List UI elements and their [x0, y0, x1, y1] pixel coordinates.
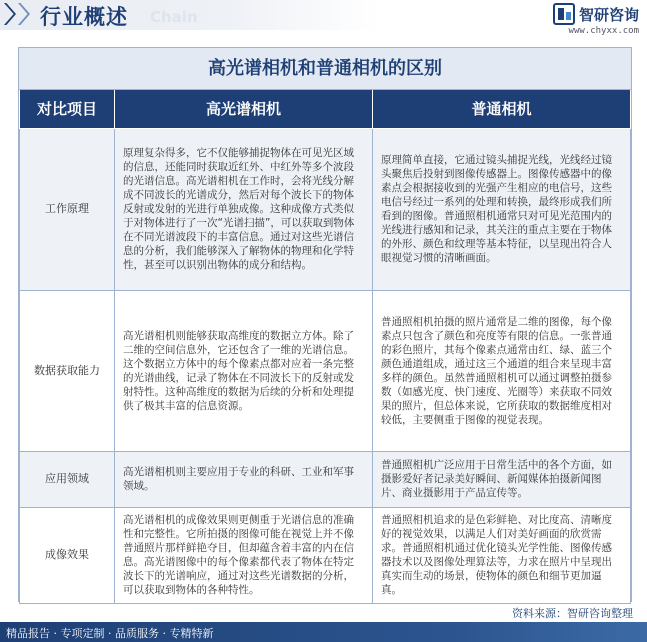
header-watermark: Chain [150, 8, 198, 26]
page-header [0, 0, 647, 36]
source-note: 资料来源：智研咨询整理 [512, 607, 633, 620]
table-title: 高光谱相机和普通相机的区别 [19, 48, 631, 90]
section-title: 行业概述 [40, 5, 128, 29]
footer-slogan: 精品报告 · 专项定制 · 品质服务 · 专精特新 [6, 627, 214, 640]
comparison-table [19, 90, 631, 604]
hyperspectral-cell: 高光谱相机则主要应用于专业的科研、工业和军事领域。 [115, 451, 373, 507]
column-header-hyperspectral: 高光谱相机 [115, 90, 373, 128]
hyperspectral-cell: 高光谱相机的成像效果则更侧重于光谱信息的准确性和完整性。它所拍摄的图像可能在视觉上并不像普通照片那样鲜艳夺目，但却蕴含着丰富的内在信息。高光谱图像中的每个像素都代表了物体在特定波长下的光谱响应，通过对这些光谱数据的分析，可以获取到物体的各种特性。 [115, 507, 373, 603]
table-header-row [20, 90, 631, 128]
normal-cell: 原理简单直接，它通过镜头捕捉光线，光线经过镜头聚焦后投射到图像传感器上。图像传感器中的像素点会根据接收到的光强产生相应的电信号，这些电信号经过一系列的处理和转换，最终形成我们所看到的图像。普通照相机通常只对可见光范围内的光线进行感知和记录，其关注的重点主要在于物体的外形、颜色和纹理等基本特征，以呈现出符合人眼视觉习惯的清晰画面。 [373, 128, 631, 290]
table-row [20, 128, 631, 290]
normal-cell: 普通照相机追求的是色彩鲜艳、对比度高、清晰度好的视觉效果，以满足人们对美好画面的欣赏需求。普通照相机通过优化镜头光学性能、图像传感器技术以及图像处理算法等，力求在照片中呈现出真实而生动的场景，使物体的颜色和细节更加逼真。 [373, 507, 631, 603]
table-row [20, 451, 631, 507]
logo-icon [553, 3, 575, 25]
normal-cell: 普通照相机拍摄的照片通常是二维的图像，每个像素点只包含了颜色和亮度等有限的信息。一张普通的彩色照片，其每个像素点通常由红、绿、蓝三个颜色通道组成，通过这三个通道的组合来呈现丰富多样的颜色。虽然普通照相机可以通过调整拍摄参数（如感光度、快门速度、光圈等）来获取不同效果的照片，但总体来说，它所获取的数据维度相对较低，主要侧重于图像的视觉表现。 [373, 290, 631, 451]
company-logo[interactable] [553, 3, 639, 36]
chevron-arrows-icon [4, 2, 38, 26]
comparison-table-frame [18, 47, 632, 602]
hyperspectral-cell: 原理复杂得多，它不仅能够捕捉物体在可见光区域的信息，还能同时获取近红外、中红外等多个波段的光谱信息。高光谱相机在工作时，会将光线分解成不同波长的光谱成分，然后对每个波长下的物体反射或发射的光进行单独成像。这种成像方式类似于对物体进行了一次“光谱扫描”，可以获取到物体在不同光谱波段下的丰富信息。通过对这些光谱信息的分析，我们能够深入了解物体的物理和化学特性，甚至可以识别出物体的成分和结构。 [115, 128, 373, 290]
column-header-normal: 普通相机 [373, 90, 631, 128]
column-header-item: 对比项目 [20, 90, 115, 128]
row-label: 成像效果 [20, 507, 115, 603]
hyperspectral-cell: 高光谱相机则能够获取高维度的数据立方体。除了二维的空间信息外，它还包含了一维的光谱信息。这个数据立方体中的每个像素点都对应着一条完整的光谱曲线，记录了物体在不同波长下的反射或发射特性。这种高维度的数据为后续的分析和处理提供了极其丰富的信息资源。 [115, 290, 373, 451]
logo-name: 智研咨询 [578, 5, 639, 24]
row-label: 工作原理 [20, 128, 115, 290]
row-label: 数据获取能力 [20, 290, 115, 451]
footer-bar [0, 622, 647, 642]
table-row [20, 507, 631, 603]
normal-cell: 普通照相机广泛应用于日常生活中的各个方面，如摄影爱好者记录美好瞬间、新闻媒体拍摄新闻图片、商业摄影用于产品宣传等。 [373, 451, 631, 507]
table-row [20, 290, 631, 451]
row-label: 应用领域 [20, 451, 115, 507]
logo-url: www.chyxx.com [568, 26, 639, 36]
